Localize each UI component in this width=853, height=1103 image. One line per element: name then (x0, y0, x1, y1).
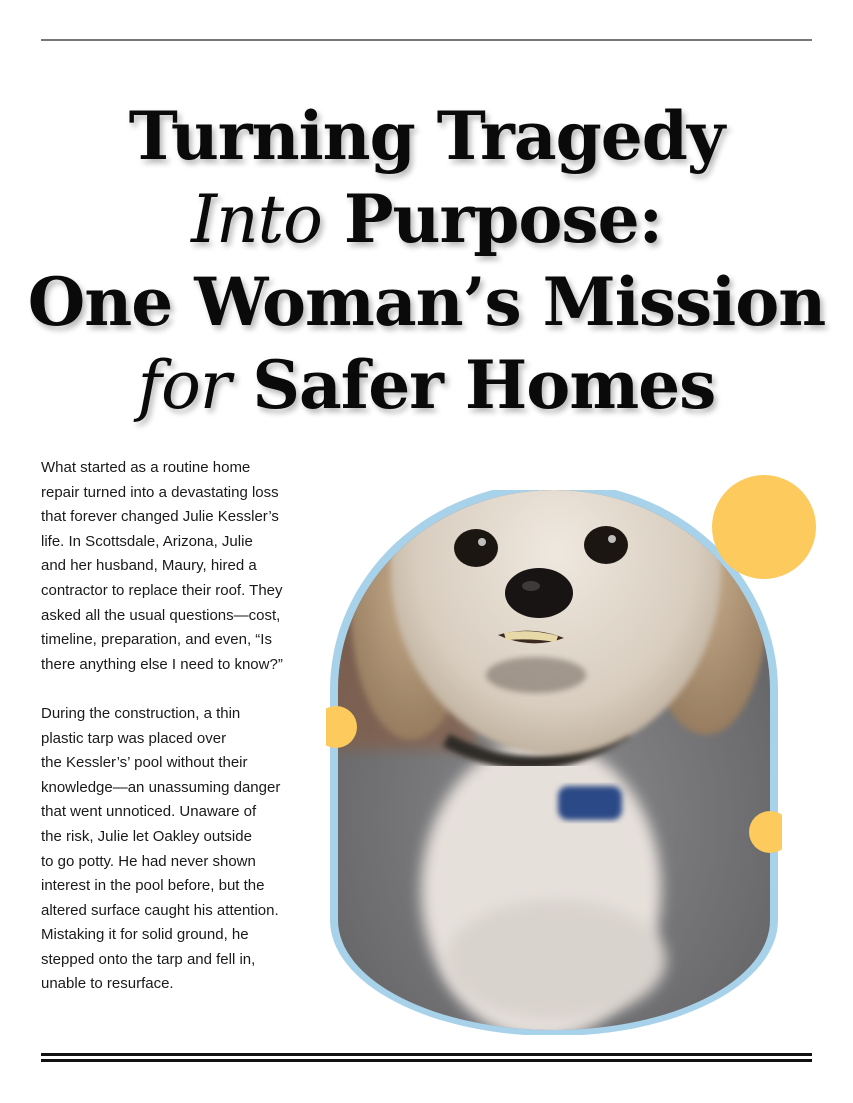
article-body (41, 456, 326, 1022)
paragraph-1 (41, 456, 326, 677)
headline-line-1: Turning Tragedy (128, 97, 725, 175)
headline-italic-into: Into (191, 181, 322, 258)
text-line: Mistaking it for solid ground, he (41, 926, 249, 944)
text-line: asked all the usual questions—cost, (41, 606, 281, 624)
text-line: plastic tarp was placed over (41, 729, 227, 747)
text-line: to go potty. He had never shown (41, 852, 256, 870)
headline-line-2 (0, 178, 853, 261)
text-line: stepped onto the tarp and fell in, (41, 950, 256, 968)
text-line: contractor to replace their roof. They (41, 581, 283, 599)
headline-safer-homes: Safer Homes (252, 346, 716, 424)
text-line: that went unnoticed. Unaware of (41, 803, 257, 821)
text-line: unable to resurface. (41, 975, 174, 993)
headline-purpose: Purpose: (343, 180, 662, 258)
text-line: and her husband, Maury, hired a (41, 557, 257, 575)
text-line: knowledge—an unassuming danger (41, 778, 281, 796)
headline (0, 95, 853, 427)
paragraph-2 (41, 702, 326, 997)
photo-frame (326, 490, 782, 1035)
text-line: the risk, Julie let Oakley outside (41, 827, 252, 845)
text-line: interest in the pool before, but the (41, 877, 265, 895)
text-line: the Kessler’s’ pool without their (41, 754, 248, 772)
headline-line-3: One Woman’s Mission (27, 263, 826, 341)
bottom-rule-1 (41, 1053, 812, 1056)
bottom-rule-2 (41, 1059, 812, 1062)
headline-italic-for: for (137, 347, 231, 424)
text-line: life. In Scottsdale, Arizona, Julie (41, 532, 253, 550)
text-line: During the construction, a thin (41, 704, 241, 722)
headline-line-4 (0, 344, 853, 427)
text-line: there anything else I need to know?” (41, 655, 283, 673)
text-line: What started as a routine home (41, 459, 251, 476)
text-line: that forever changed Julie Kessler’s (41, 508, 279, 526)
dog-photo (326, 490, 782, 1035)
accent-dot-large (712, 475, 816, 579)
top-rule (41, 39, 812, 41)
text-line: repair turned into a devastating loss (41, 483, 279, 501)
text-line: timeline, preparation, and even, “Is (41, 631, 272, 649)
text-line: altered surface caught his attention. (41, 901, 279, 919)
